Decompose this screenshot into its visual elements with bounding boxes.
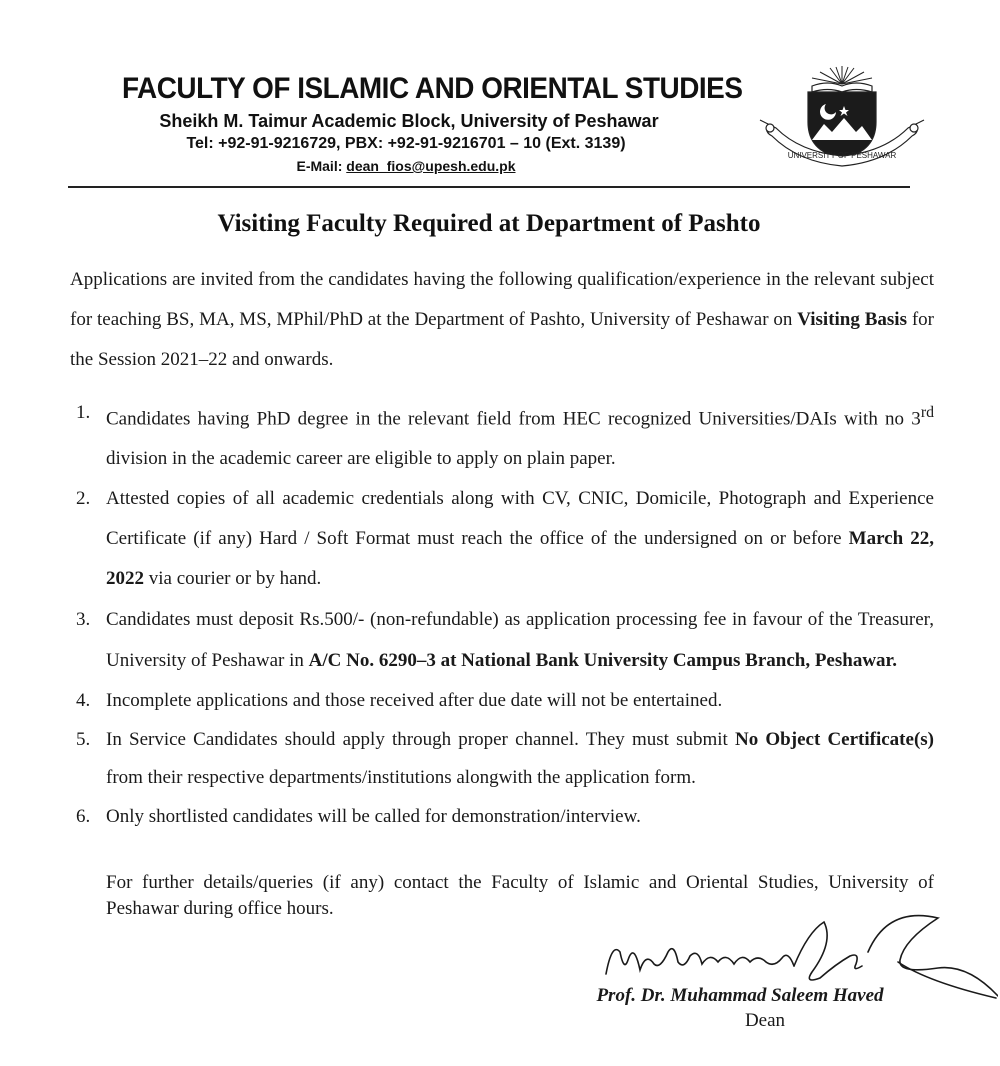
list-item: 6. Only shortlisted candidates will be called for demonstration/interview. xyxy=(70,797,934,837)
intro-paragraph: Applications are invited from the candidates having the following qualification/experience in the relevant subject for teaching BS, MA, MS, MPhil/PhD at the Department of Pashto, University of Peshawar on Visiting Basis for the Session 2021–22 and onwards. xyxy=(70,269,934,370)
requirements-list xyxy=(70,393,934,837)
further-details: For further details/queries (if any) contact the Faculty of Islamic and Oriental Studies, University of Peshawar during office hours. xyxy=(106,872,934,919)
intro-emphasis: Visiting Basis xyxy=(797,309,907,330)
list-item: 4. Incomplete applications and those received after due date will not be entertained. xyxy=(70,681,934,721)
list-item: 1. Candidates having PhD degree in the relevant field from HEC recognized Universities/DAIs with no 3rd division in the academic career are eligible to apply on plain paper. xyxy=(70,393,934,479)
notice-heading: Visiting Faculty Required at Department of Pashto xyxy=(217,210,761,237)
letterhead-phone: Tel: +92-91-9216729, PBX: +92-91-9216701 – 10 (Ext. 3139) xyxy=(186,135,626,152)
list-item: 2. Attested copies of all academic credentials along with CV, CNIC, Domicile, Photograph and Experience Certificate (if any) Hard / Soft Format must reach the office of the undersigned on or before March 22, 2022 via courier or by hand. xyxy=(70,479,934,599)
email-label: E-Mail: xyxy=(296,158,343,174)
item-number: 1. xyxy=(76,402,91,423)
seal-text: UNIVERSITY OF PESHAWAR xyxy=(787,151,897,160)
bank-account: A/C No. 6290–3 at National Bank University Campus Branch, Peshawar. xyxy=(308,650,897,672)
signatory-name: Prof. Dr. Muhammad Saleem Haved xyxy=(596,985,884,1006)
email-link[interactable]: dean_fios@upesh.edu.pk xyxy=(346,158,516,174)
list-item: 3. Candidates must deposit Rs.500/- (non-refundable) as application processing fee in favour of the Treasurer, University of Peshawar in A/C No. 6290–3 at National Bank University Campus Branch, Peshawar. xyxy=(70,599,934,681)
deadline-date: March 22, 2022 xyxy=(106,528,934,590)
letterhead-title: FACULTY OF ISLAMIC AND ORIENTAL STUDIES xyxy=(122,72,743,105)
item-number: 4. xyxy=(76,690,91,712)
item-number: 6. xyxy=(76,806,91,828)
item-number: 3. xyxy=(76,609,91,631)
letterhead-address: Sheikh M. Taimur Academic Block, University of Peshawar xyxy=(159,111,659,131)
university-seal-logo xyxy=(758,62,926,174)
letterhead-divider xyxy=(68,186,910,188)
item-number: 5. xyxy=(76,729,91,751)
letterhead-email-line xyxy=(0,158,812,174)
signatory-designation: Dean xyxy=(744,1010,786,1031)
list-item: 5. In Service Candidates should apply through proper channel. They must submit No Object Certificate(s) from their respective departments/institutions alongwith the application form. xyxy=(70,721,934,797)
item-number: 2. xyxy=(76,488,91,510)
noc-emphasis: No Object Certificate(s) xyxy=(735,729,934,751)
